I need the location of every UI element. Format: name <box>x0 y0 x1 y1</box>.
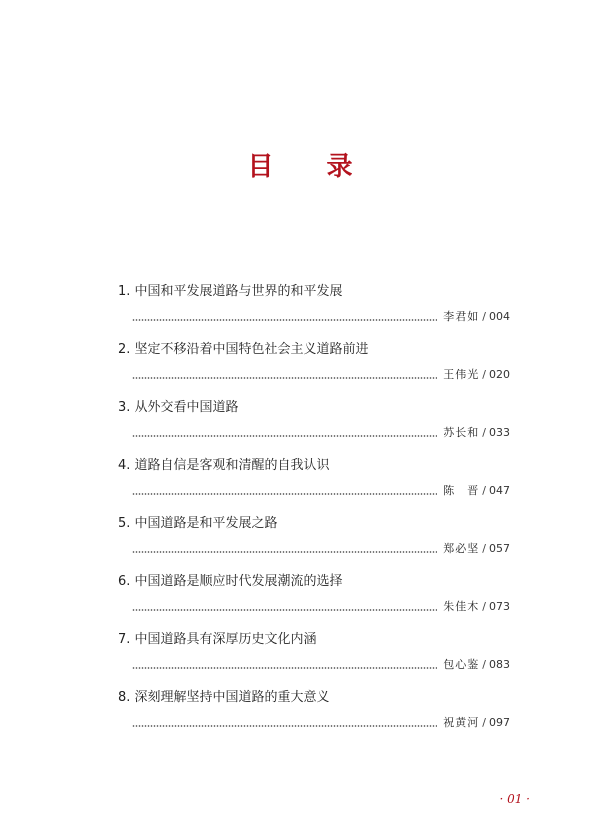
toc-entry[interactable] <box>118 573 510 631</box>
entry-author: 郑必坚 <box>443 542 480 555</box>
entry-separator: / <box>482 716 486 729</box>
entry-leader-row <box>132 598 510 616</box>
entry-leader-row <box>132 714 510 732</box>
entry-page-number[interactable]: 057 <box>489 542 510 555</box>
entry-leader-row <box>132 366 510 384</box>
entry-author: 陈 晋 <box>443 484 480 497</box>
entry-page-number[interactable]: 004 <box>489 310 510 323</box>
entry-leader-row <box>132 308 510 326</box>
entry-page-number[interactable]: 047 <box>489 484 510 497</box>
dot-leader <box>132 551 437 553</box>
entry-title[interactable]: 4. 道路自信是客观和清醒的自我认识 <box>118 458 330 473</box>
entry-author: 苏长和 <box>443 426 480 439</box>
entry-title[interactable]: 1. 中国和平发展道路与世界的和平发展 <box>118 284 343 299</box>
entry-author: 朱佳木 <box>443 600 480 613</box>
entry-leader-row <box>132 482 510 500</box>
toc-list <box>118 283 510 747</box>
entry-leader-row <box>132 656 510 674</box>
entry-leader-row <box>132 540 510 558</box>
dot-leader <box>132 493 437 495</box>
entry-title[interactable]: 5. 中国道路是和平发展之路 <box>118 516 278 531</box>
entry-page-number[interactable]: 020 <box>489 368 510 381</box>
entry-title[interactable]: 7. 中国道路具有深厚历史文化内涵 <box>118 632 317 647</box>
entry-separator: / <box>482 484 486 497</box>
toc-title: 目 录 <box>247 152 375 182</box>
entry-author: 李君如 <box>443 310 480 323</box>
entry-author: 包心鉴 <box>443 658 480 671</box>
entry-title[interactable]: 2. 坚定不移沿着中国特色社会主义道路前进 <box>118 342 369 357</box>
entry-author: 王伟光 <box>443 368 480 381</box>
entry-title[interactable]: 6. 中国道路是顺应时代发展潮流的选择 <box>118 574 343 589</box>
entry-separator: / <box>482 368 486 381</box>
entry-author: 祝黄河 <box>443 716 480 729</box>
entry-leader-row <box>132 424 510 442</box>
dot-leader <box>132 609 437 611</box>
toc-entry[interactable] <box>118 689 510 747</box>
toc-entry[interactable] <box>118 341 510 399</box>
entry-separator: / <box>482 542 486 555</box>
entry-separator: / <box>482 600 486 613</box>
toc-entry[interactable] <box>118 515 510 573</box>
toc-entry[interactable] <box>118 631 510 689</box>
entry-title[interactable]: 3. 从外交看中国道路 <box>118 400 239 415</box>
dot-leader <box>132 667 437 669</box>
entry-page-number[interactable]: 033 <box>489 426 510 439</box>
page-number: · 01 · <box>499 792 530 806</box>
entry-page-number[interactable]: 083 <box>489 658 510 671</box>
entry-separator: / <box>482 658 486 671</box>
entry-separator: / <box>482 426 486 439</box>
entry-title[interactable]: 8. 深刻理解坚持中国道路的重大意义 <box>118 690 330 705</box>
dot-leader <box>132 319 437 321</box>
dot-leader <box>132 435 437 437</box>
toc-entry[interactable] <box>118 283 510 341</box>
toc-entry[interactable] <box>118 457 510 515</box>
dot-leader <box>132 377 437 379</box>
toc-entry[interactable] <box>118 399 510 457</box>
entry-separator: / <box>482 310 486 323</box>
entry-page-number[interactable]: 097 <box>489 716 510 729</box>
entry-page-number[interactable]: 073 <box>489 600 510 613</box>
dot-leader <box>132 725 437 727</box>
